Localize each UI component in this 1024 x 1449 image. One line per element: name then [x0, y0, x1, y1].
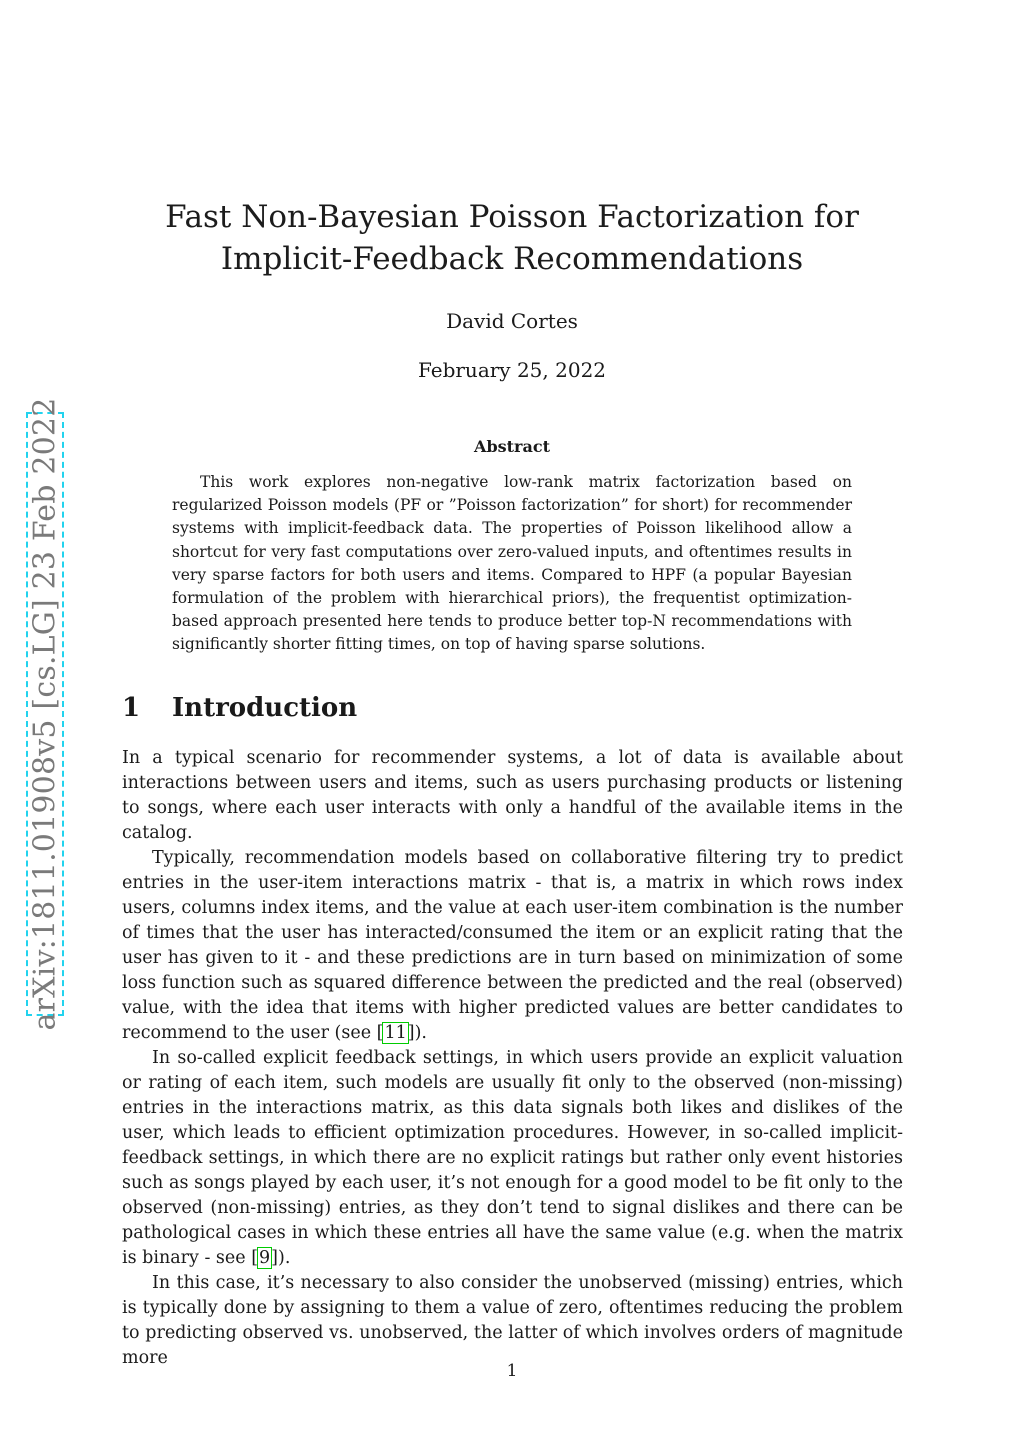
author-name: David Cortes — [446, 309, 578, 333]
paragraph-1: In a typical scenario for recommender systems, a lot of data is available about interactions between users and items, such as users purchasing products or listening to songs, where each user interacts with only a handful of the available items in the catalog. — [122, 748, 903, 843]
abstract-text: This work explores non-negative low-rank matrix factorization based on regularized Poisson models (PF or ”Poisson factorization” for short) for recommender systems with implicit-feedback data. The properties of Poisson likelihood allow a shortcut for very fast computations over zero-valued inputs, and oftentimes results in very sparse factors for both users and items. Compared to HPF (a popular Bayesian formulation of the problem with hierarchical priors), the frequentist optimization-based approach presented here tends to produce better top-N recommendations with significantly shorter fitting times, on top of having sparse solutions. — [172, 473, 852, 654]
publication-date: February 25, 2022 — [417, 358, 607, 382]
title-line-1: Fast Non-Bayesian Poisson Factorization for — [165, 199, 859, 235]
citation-link-9[interactable]: 9 — [259, 1248, 271, 1268]
page-number: 1 — [506, 1361, 518, 1381]
section-heading — [122, 693, 357, 723]
arxiv-stamp-text: arXiv:1811.01908v5 [cs.LG] 23 Feb 2022 — [27, 397, 63, 1031]
paper-title — [0, 196, 1024, 280]
citation-link-11[interactable]: 11 — [384, 1023, 407, 1043]
paragraph-4: In this case, it’s necessary to also consider the unobserved (missing) entries, which is typically done by assigning to them a value of zero, oftentimes reducing the problem to predicting observed vs. unobserved, the latter of which involves orders of magnitude more — [122, 1273, 903, 1368]
section-title: Introduction — [172, 693, 358, 723]
body-text — [122, 746, 903, 1371]
paragraph-3-end: ). — [278, 1248, 291, 1268]
paragraph-2-end: ). — [414, 1023, 427, 1043]
paragraph-3: In so-called explicit feedback settings, in which users provide an explicit valuation or rating of each item, such models are usually fit only to the observed (non-missing) entries in the interactions matrix, as this data signals both likes and dislikes of the user, which leads to efficient optimization procedures. However, in so-called implicit-feedback settings, in which there are no explicit ratings but rather only event histories such as songs played by each user, it’s not enough for a good model to be fit only to the observed (non-missing) entries, as they don’t tend to signal dislikes and there can be pathological cases in which these entries all have the same value (e.g. when the matrix is binary - see [9]). — [122, 1048, 903, 1268]
title-line-2: Implicit-Feedback Recommendations — [220, 241, 804, 277]
paragraph-3-text: In so-called explicit feedback settings, in which users provide an explicit valuation or rating of each item, such models are usually fit only to the observed (non-missing) entries in the interactions matrix, as this data signals both likes and dislikes of the user, which leads to efficient optimization procedures. However, in so-called implicit-feedback settings, in which there are no explicit ratings but rather only event histories such as songs played by each user, it’s not enough for a good model to be fit only to the observed (non-missing) entries, as they don’t tend to signal dislikes and there can be pathological cases in which these entries all have the same value (e.g. when the matrix is binary - see — [122, 1048, 903, 1268]
abstract-heading: Abstract — [474, 437, 550, 456]
section-number: 1 — [122, 693, 141, 723]
paragraph-2: Typically, recommendation models based on collaborative filtering try to predict entries in the user-item interactions matrix - that is, a matrix in which rows index users, columns index items, and the value at each user-item combination is the number of times that the user has interacted/consumed the item or an explicit rating that the user has given to it - and these predictions are in turn based on minimization of some loss function such as squared difference between the predicted and the real (observed) value, with the idea that items with higher predicted values are better candidates to recommend to the user (see [11]). — [122, 848, 903, 1043]
paragraph-2-text: Typically, recommendation models based on collaborative filtering try to predict entries in the user-item interactions matrix - that is, a matrix in which rows index users, columns index items, and the value at each user-item combination is the number of times that the user has interacted/consumed the item or an explicit rating that the user has given to it - and these predictions are in turn based on minimization of some loss function such as squared difference between the predicted and the real (observed) value, with the idea that items with higher predicted values are better candidates to recommend to the user (see — [122, 848, 903, 1043]
